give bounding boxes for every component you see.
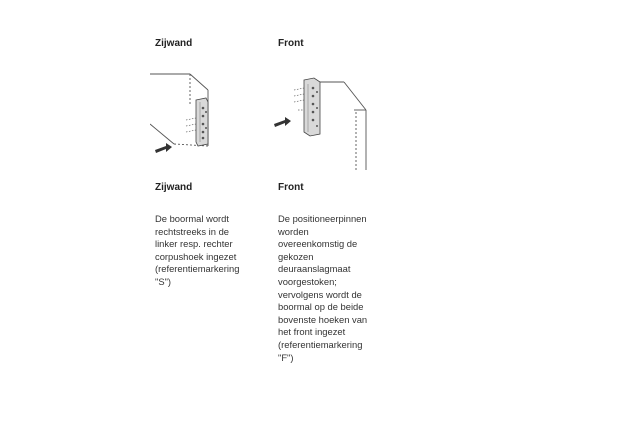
front-panel-illustration: [274, 66, 374, 181]
figure-heading: Front: [278, 38, 304, 49]
side-panel-drilling-template-icon: [150, 66, 220, 156]
description-text: De boormal wordt rechtstreeks in de linker resp. rechter corpushoek ingezet (referentiemarkering "S"): [155, 213, 240, 287]
side-panel-illustration: [150, 66, 220, 161]
caption-title: Front: [278, 182, 304, 193]
description-text: De positioneerpinnen worden overeenkomstig de gekozen deuraanslagmaat voorgestoken; vervolgens wordt de boormal op de beide bovenste hoeken van het front ingezet (referentiemarkering "F"): [278, 213, 368, 363]
front-panel-drilling-template-icon: [274, 66, 374, 176]
figure-heading: Zijwand: [155, 38, 193, 49]
caption-title: Zijwand: [155, 182, 193, 193]
